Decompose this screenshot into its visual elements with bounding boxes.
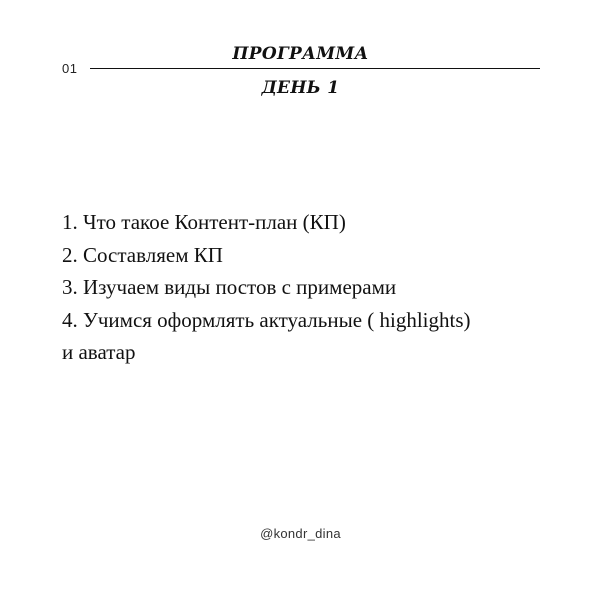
list-item: 4. Учимся оформлять актуальные ( highlights) [62,307,471,332]
header-divider [90,68,540,69]
author-handle: @kondr_dina [260,526,341,541]
program-list [62,206,572,369]
list-item-continuation: и аватар [62,340,136,364]
list-item: 1. Что такое Контент-план (КП) [62,210,346,234]
page-number: 01 [62,61,78,76]
page-subtitle: ДЕНЬ 1 [261,78,340,98]
list-item: 3. Изучаем виды постов с примерами [62,275,397,299]
list-item: 2. Составляем КП [62,242,223,267]
page-title: ПРОГРАММА [232,44,369,64]
